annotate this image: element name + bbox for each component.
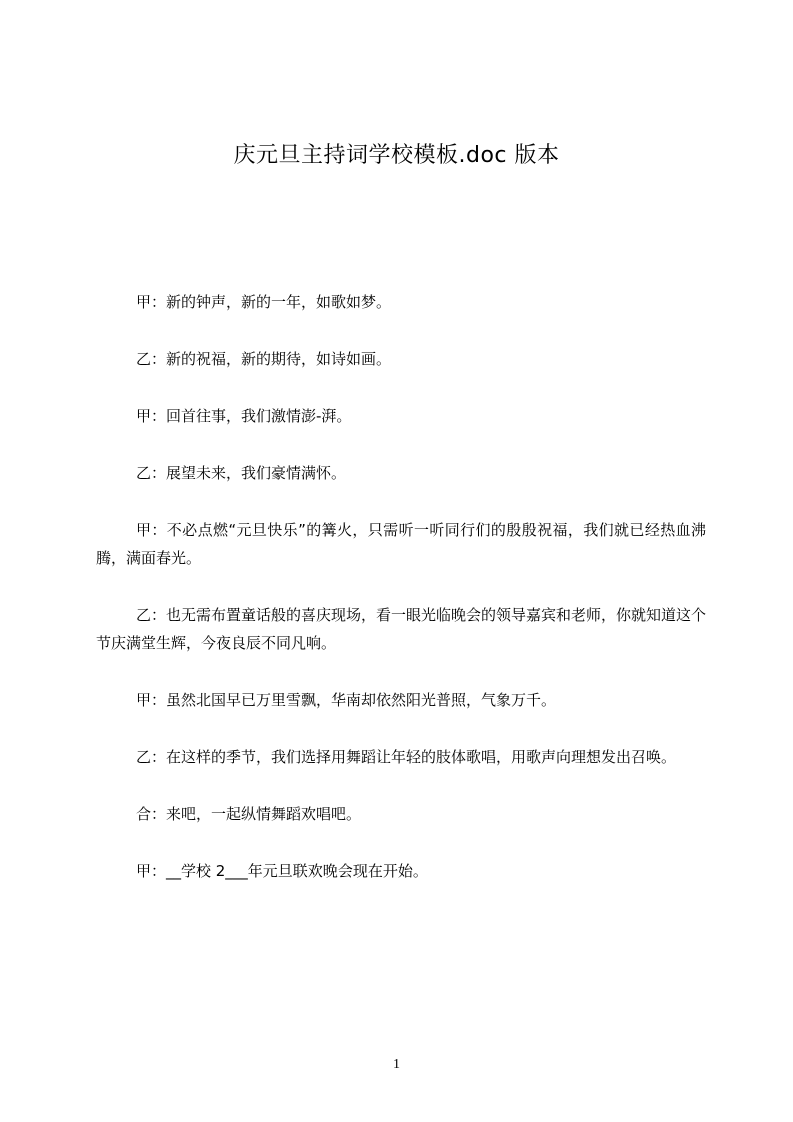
document-body xyxy=(96,288,706,914)
page-number: 1 xyxy=(393,1057,400,1072)
dialogue-paragraph: 合：来吧，一起纵情舞蹈欢唱吧。 xyxy=(136,805,362,823)
dialogue-paragraph: 乙：也无需布置童话般的喜庆现场，看一眼光临晚会的领导嘉宾和老师，你就知道这个节庆满堂生辉，今夜良辰不同凡响。 xyxy=(96,606,707,652)
dialogue-paragraph: 甲：虽然北国早已万里雪飘，华南却依然阳光普照，气象万千。 xyxy=(136,691,557,709)
dialogue-paragraph: 甲：__学校 2___年元旦联欢晚会现在开始。 xyxy=(136,862,428,880)
dialogue-paragraph: 甲：回首往事，我们激情澎-湃。 xyxy=(136,407,352,425)
document-title: 庆元旦主持词学校模板.doc 版本 xyxy=(233,143,560,168)
dialogue-paragraph: 乙：展望未来，我们豪情满怀。 xyxy=(136,464,347,482)
dialogue-paragraph: 乙：在这样的季节，我们选择用舞蹈让年轻的肢体歌唱，用歌声向理想发出召唤。 xyxy=(136,748,677,766)
dialogue-paragraph: 乙：新的祝福，新的期待，如诗如画。 xyxy=(136,350,392,368)
dialogue-paragraph: 甲：新的钟声，新的一年，如歌如梦。 xyxy=(136,293,392,311)
dialogue-paragraph: 甲：不必点燃“元旦快乐”的篝火，只需听一听同行们的殷殷祝福，我们就已经热血沸腾，满面春光。 xyxy=(96,521,706,567)
